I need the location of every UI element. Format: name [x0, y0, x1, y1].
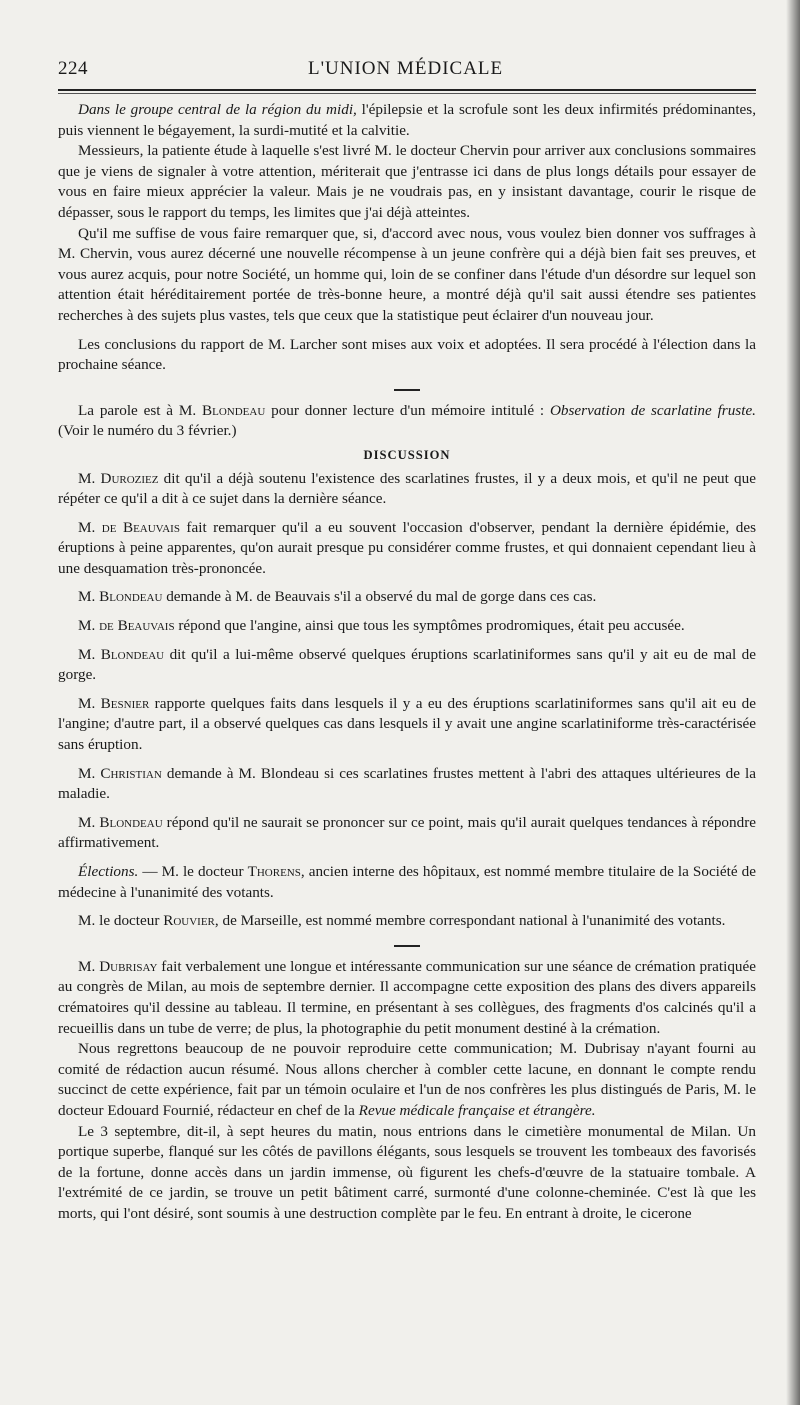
- member-name: Rouvier: [163, 912, 215, 930]
- discussion-blondeau-reply: [58, 813, 756, 854]
- text-run: — M. le docteur: [138, 863, 248, 880]
- paragraph-suffrages: Qu'il me suffise de vous faire remarquer que, si, d'accord avec nous, vous voulez bien donner vos suffrages à M. Chervin, vous aurez décerné une nouvelle récompense à un jeune confrère qui a déjà bien fait ses preuves, et vous aurez acquis, pour notre Société, un homme qui, loin de se confiner dans l'étude d'un désordre sur lequel son attention était héréditairement portée de très-bonne heure, a montré déjà qu'il sait aussi étendre ses patientes recherches à des sujets plus vastes, tels que ceux que la statistique peut éclairer d'un nouveau jour.: [58, 224, 756, 324]
- journal-title: Revue médicale française et étrangère.: [358, 1101, 596, 1119]
- discussion-christian: [58, 764, 756, 805]
- text-run: M.: [78, 588, 100, 606]
- elections-label: Élections.: [78, 863, 139, 880]
- text-run: M.: [78, 469, 101, 487]
- member-name: Thorens: [247, 863, 301, 880]
- speaker-name: Blondeau: [100, 645, 165, 663]
- discussion-blondeau-question: [58, 587, 756, 608]
- text-run: M.: [78, 764, 101, 782]
- speaker-name: Duroziez: [100, 469, 159, 487]
- text-run: M.: [78, 518, 102, 536]
- discussion-besnier: [58, 694, 756, 756]
- paragraph-regrets: [58, 1039, 756, 1121]
- speaker-name: Blondeau: [99, 813, 163, 831]
- text-run: Nous regrettons beaucoup de ne pouvoir reproduire cette communication; M. Dubrisay n'ayant fourni au comité de rédaction aucun résumé. Nous allons chercher à combler cette lacune, en donnant le compte rendu succinct de cette expérience, fait par un témoin oculaire et l'un de nos confrères les plus distingués de Paris, M. le docteur Edouard Fournié, rédacteur en chef de la: [58, 1040, 756, 1119]
- paragraph-milan-cemetery: Le 3 septembre, dit-il, à sept heures du matin, nous entrions dans le cimetière monumental de Milan. Un portique superbe, flanqué sur les côtés de pavillons élégants, sous lesquels se trouvent les tombeaux des favorisés de la fortune, donne accès dans un jardin immense, où figurent les chefs-d'œuvre de la statuaire tombale. A l'extrémité de ce jardin, se trouve un petit bâtiment carré, surmonté d'une colonne-cheminée. C'est là que les morts, qui l'ont désiré, sont soumis à une destruction complète par le feu. En entrant à droite, le cicerone: [58, 1122, 756, 1222]
- text-run: fait verbalement une longue et intéressante communication sur une séance de crémation pratiquée au congrès de Milan, au mois de septembre dernier. Il accompagne cette exposition des plans des divers appareils crématoires qu'il dessine au tableau. Il termine, en présentant à ses collègues, des fragments d'os calcinés qu'il a recueillis dans un tube de verre; de plus, la photographie du petit monument destiné à la crémation.: [58, 957, 756, 1037]
- discussion-heading: DISCUSSION: [363, 447, 451, 462]
- text-run: M.: [78, 957, 100, 975]
- speaker-name: Besnier: [100, 694, 150, 712]
- speaker-name: de Beauvais: [99, 617, 175, 635]
- text-run: dit qu'il a lui-même observé quelques éruptions scarlatiniformes sans qu'il y ait eu de mal de gorge.: [58, 645, 756, 684]
- text-run: M.: [78, 645, 101, 663]
- paragraph-text: l'épilepsie et la scrofule sont les deux infirmités prédominantes, puis viennent le bégayement, la surdi-mutité et la calvitie.: [58, 101, 756, 139]
- text-run: La parole est à M.: [78, 401, 202, 419]
- speaker-name: Dubrisay: [99, 957, 158, 975]
- text-run: demande à M. de Beauvais s'il a observé du mal de gorge dans ces cas.: [162, 588, 597, 606]
- text-run: demande à M. Blondeau si ces scarlatines frustes mettent à l'abri des attaques ultérieures de la maladie.: [58, 764, 756, 803]
- text-run: fait remarquer qu'il a eu souvent l'occasion d'observer, pendant la dernière épidémie, des éruptions à peine apparentes, qu'on aurait presque pu considérer comme frustes, et qui donnaient cependant lieu à une desquamation très-prononcée.: [58, 518, 756, 577]
- running-title: L'UNION MÉDICALE: [308, 58, 504, 79]
- page-header: [58, 58, 756, 80]
- text-run: dit qu'il a déjà soutenu l'existence des scarlatines frustes, il y a deux mois, et qu'il ne peut que répéter ce qu'il a dit à ce sujet dans la dernière séance.: [58, 469, 756, 508]
- speaker-name: Blondeau: [99, 588, 163, 606]
- text-run: M.: [78, 617, 100, 635]
- speaker-name: Christian: [100, 764, 162, 782]
- paragraph-blondeau-reading: [58, 401, 756, 442]
- discussion-duroziez: [58, 469, 756, 510]
- section-separator: [394, 945, 420, 947]
- text-run: répond que l'angine, ainsi que tous les symptômes prodromiques, était peu accusée.: [174, 617, 685, 635]
- memoir-title: Observation de scarlatine fruste.: [549, 401, 756, 419]
- elections-thorens: [58, 862, 756, 903]
- page-edge-shadow: [786, 0, 800, 1405]
- text-run: M.: [78, 694, 101, 712]
- text-run: rapporte quelques faits dans lesquels il y a eu des éruptions scarlatiniformes sans qu'il ait eu de l'angine; d'autre part, il a observé quelques cas dans lesquels il y avait une angine scarlatiniforme très-caractérisée sans éruption.: [58, 694, 756, 754]
- discussion-de-beauvais: [58, 518, 756, 580]
- section-separator: [394, 389, 420, 391]
- text-run: (Voir le numéro du 3 février.): [58, 422, 237, 440]
- text-run: , de Marseille, est nommé membre correspondant national à l'unanimité des votants.: [214, 912, 726, 930]
- text-run: M. le docteur: [78, 912, 164, 930]
- italic-lead: Dans le groupe central de la région du midi,: [78, 101, 357, 118]
- article-body: [58, 100, 756, 1225]
- page-number: 224: [58, 58, 88, 79]
- elections-rouvier: [58, 911, 756, 932]
- header-rule: [58, 89, 756, 91]
- paragraph-chervin-study: Messieurs, la patiente étude à laquelle s'est livré M. le docteur Chervin pour arriver aux conclusions sommaires que je viens de signaler à votre attention, mériterait que j'entrasse ici dans de plus longs détails pour essayer de vous en faire mieux apprécier la valeur. Mais je ne voudrais pas, en y insistant davantage, courir le risque de dépasser, sous le rapport du temps, les limites que j'ai déjà atteintes.: [58, 142, 756, 221]
- paragraph-regional-conditions: [58, 100, 756, 141]
- speaker-name: de Beauvais: [101, 518, 180, 536]
- paragraph-dubrisay-communication: [58, 957, 756, 1039]
- text-run: répond qu'il ne saurait se prononcer sur ce point, mais qu'il aurait quelques tendances à répondre affirmativement.: [58, 813, 756, 852]
- header-rule-thin: [58, 93, 756, 94]
- text-run: pour donner lecture d'un mémoire intitulé :: [265, 401, 550, 419]
- discussion-blondeau-eruptions: [58, 645, 756, 686]
- text-run: M.: [78, 813, 100, 831]
- paragraph-conclusions-vote: Les conclusions du rapport de M. Larcher sont mises aux voix et adoptées. Il sera procédé à l'élection dans la prochaine séance.: [58, 335, 756, 374]
- discussion-de-beauvais-reply: [58, 616, 756, 637]
- text-run: , ancien interne des hôpitaux, est nommé membre titulaire de la Société de médecine à l'unanimité des votants.: [58, 863, 756, 901]
- speaker-name: Blondeau: [202, 401, 266, 419]
